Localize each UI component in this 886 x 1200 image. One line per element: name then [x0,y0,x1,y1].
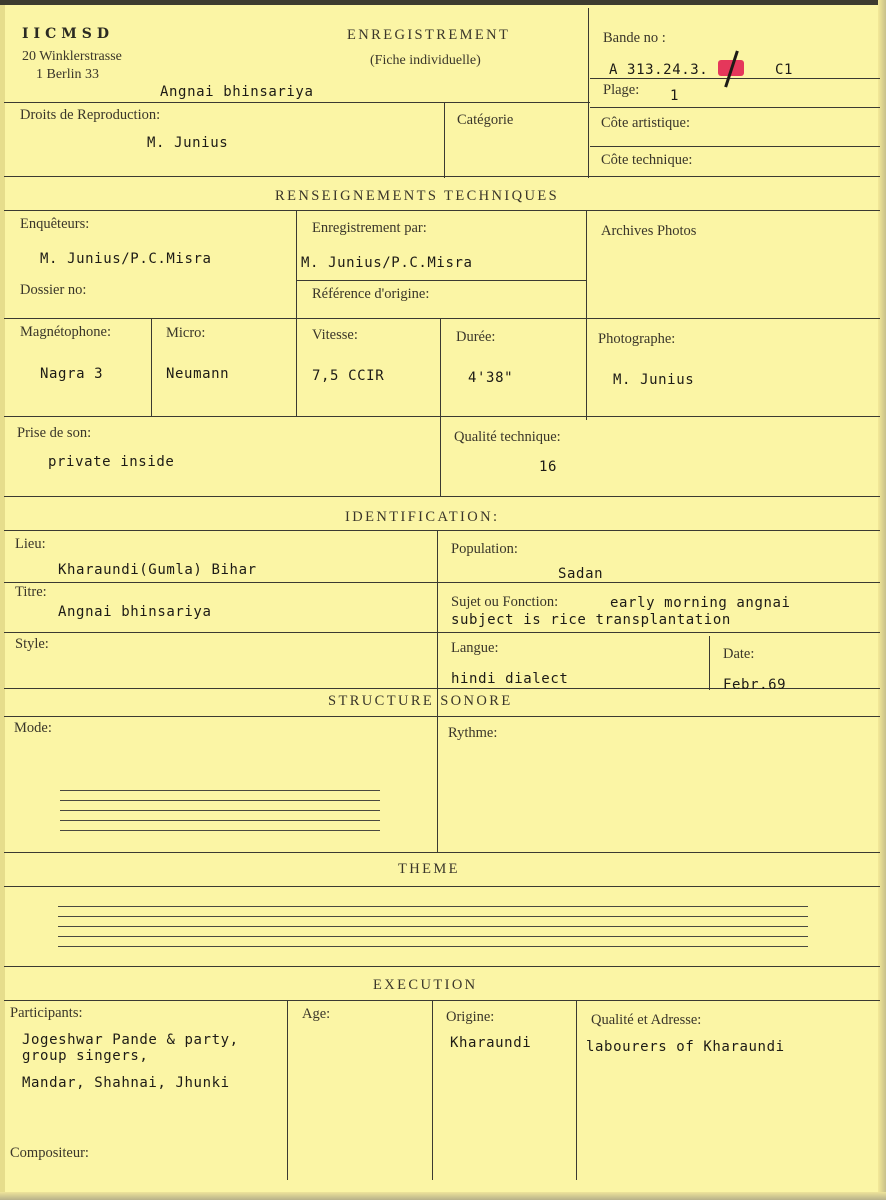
participants-label: Participants: [10,1005,83,1021]
plage-label: Plage: [603,82,640,98]
rights-label: Droits de Reproduction: [20,107,161,123]
section-theme: THEME [398,861,460,877]
blank-line [60,830,380,831]
address-line: 1 Berlin 33 [36,67,99,82]
duree-label: Durée: [456,329,496,345]
blank-line [60,800,380,801]
divider [4,530,880,531]
origine-value: Kharaundi [450,1035,532,1051]
divider [588,8,589,178]
prise-de-son-label: Prise de son: [17,425,92,441]
age-label: Age: [302,1006,331,1022]
divider [4,102,590,103]
photographe-value: M. Junius [613,372,695,388]
section-structure-sonore: STRUCTURE SONORE [328,693,513,709]
divider [4,716,880,717]
divider [4,176,880,177]
form-subtitle: (Fiche individuelle) [370,53,481,68]
population-value: Sadan [558,566,604,582]
origine-label: Origine: [446,1009,495,1025]
record-title: Angnai bhinsariya [160,84,314,100]
divider [4,852,880,853]
qualite-adresse-value: labourers of Kharaundi [586,1039,785,1055]
qualite-adresse-label: Qualité et Adresse: [591,1012,702,1028]
divider [4,966,880,967]
divider [590,78,880,79]
section-identification: IDENTIFICATION: [345,509,500,525]
divider [586,210,587,420]
sujet-label: Sujet ou Fonction: [451,594,559,610]
rythme-label: Rythme: [448,725,498,741]
lieu-value: Kharaundi(Gumla) Bihar [58,562,257,578]
participants-value: group singers, [22,1048,149,1064]
form-title: ENREGISTREMENT [347,27,511,43]
blank-line [58,946,808,947]
enregistrement-label: Enregistrement par: [312,220,427,236]
vitesse-label: Vitesse: [312,327,358,343]
micro-value: Neumann [166,366,230,382]
bande-suffix: C1 [775,62,794,78]
date-label: Date: [723,646,755,662]
scan-edge-bottom [0,1192,886,1200]
divider [4,416,880,417]
institution-logo: IICMSD [22,26,114,42]
titre-value: Angnai bhinsariya [58,604,212,620]
scan-edge-right [878,0,886,1200]
population-label: Population: [451,541,518,557]
qualite-technique-value: 16 [539,459,558,475]
blank-line [58,936,808,937]
participants-value: Jogeshwar Pande & party, [22,1032,239,1048]
divider [590,107,880,108]
titre-label: Titre: [15,584,47,600]
divider [590,146,880,147]
bande-label: Bande no : [603,30,666,46]
divider [151,318,152,416]
micro-label: Micro: [166,325,206,341]
mode-label: Mode: [14,720,52,736]
enqueteurs-label: Enquêteurs: [20,216,90,232]
style-label: Style: [15,636,49,652]
participants-value: Mandar, Shahnai, Jhunki [22,1075,230,1091]
sujet-value: subject is rice transplantation [451,612,731,628]
divider [4,632,880,633]
cote-technique-label: Côte technique: [601,152,693,168]
enregistrement-value: M. Junius/P.C.Misra [301,255,473,271]
magnetophone-label: Magnétophone: [20,324,112,340]
blank-line [60,810,380,811]
divider [296,280,586,281]
date-value: Febr.69 [723,677,787,693]
sujet-value: early morning angnai [610,595,791,611]
archives-photos-label: Archives Photos [601,223,697,239]
divider [4,318,880,319]
divider [4,582,880,583]
langue-label: Langue: [451,640,499,656]
dossier-label: Dossier no: [20,282,87,298]
blank-line [60,790,380,791]
scan-edge-top [0,0,886,5]
lieu-label: Lieu: [15,536,46,552]
divider [444,102,445,178]
bande-value: A 313.24.3. [609,62,709,78]
compositeur-label: Compositeur: [10,1145,89,1161]
duree-value: 4'38" [468,370,514,386]
reference-label: Référence d'origine: [312,286,430,302]
divider [4,1000,880,1001]
plage-value: 1 [670,88,680,104]
langue-value: hindi dialect [451,671,569,687]
address-line: 20 Winklerstrasse [22,49,122,64]
divider [4,210,880,211]
photographe-label: Photographe: [598,331,676,347]
divider [437,530,438,852]
section-execution: EXECUTION [373,977,478,993]
divider [296,210,297,416]
divider [4,886,880,887]
blank-line [58,906,808,907]
blank-line [58,916,808,917]
divider [440,318,441,496]
enqueteurs-value: M. Junius/P.C.Misra [40,251,212,267]
qualite-technique-label: Qualité technique: [454,429,561,445]
divider [709,636,710,690]
prise-de-son-value: private inside [48,454,175,470]
rights-value: M. Junius [147,135,229,151]
divider [576,1000,577,1180]
divider [287,1000,288,1180]
cote-artistique-label: Côte artistique: [601,115,690,131]
section-technical: RENSEIGNEMENTS TECHNIQUES [275,188,560,204]
category-label: Catégorie [457,112,514,128]
divider [432,1000,433,1180]
blank-line [58,926,808,927]
magnetophone-value: Nagra 3 [40,366,104,382]
vitesse-value: 7,5 CCIR [312,368,385,384]
blank-line [60,820,380,821]
divider [4,496,880,497]
